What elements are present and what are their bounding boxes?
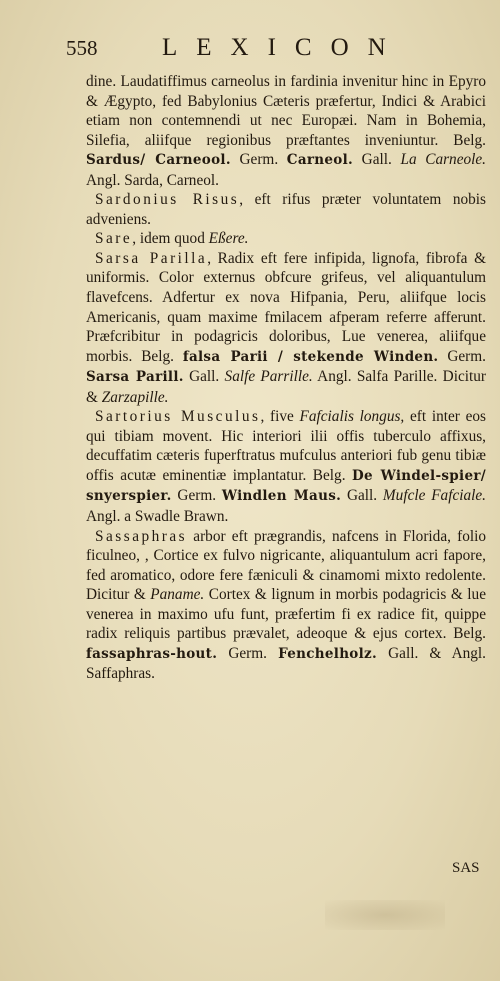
entry-text: Germ. xyxy=(230,151,287,169)
entry-text: Gall. xyxy=(183,368,225,386)
entry-text: , five xyxy=(260,408,300,426)
vernacular-term: fassaphras-hout. xyxy=(86,645,218,662)
lexicon-entry xyxy=(86,190,486,229)
lexicon-entry xyxy=(86,407,486,526)
entry-headword: Sare xyxy=(95,230,133,248)
entry-text: , idem quod xyxy=(132,230,209,248)
entry-text: dine. Laudatiffimus carneolus in fardinia invenitur hinc in Epyro & Ægypto, fed Babylonius Cæteris præfertur, Indici & Arabici etiam non contemnendi ut nec Europæi. Nam in Bohemia, Silefia, aliifque regionibus præftantes inveniuntur. Belg. xyxy=(86,73,486,149)
vernacular-term: falsa Parii / stekende Winden. xyxy=(182,348,439,365)
italic-term: Fafcialis longus, xyxy=(299,408,405,426)
entry-text: , eft rifus præter voluntatem nobis adveniens. xyxy=(86,191,486,228)
entry-text: Angl. a Swadle Brawn. xyxy=(86,508,229,526)
entry-text: Gall. xyxy=(353,151,401,169)
vernacular-term: Sardus/ Carneool. xyxy=(86,152,231,169)
lexicon-entry xyxy=(86,527,486,684)
italic-term: Salfe Parrille. xyxy=(224,368,313,386)
entry-headword: Sassaphras xyxy=(95,527,188,545)
italic-term: Eßere. xyxy=(208,230,249,248)
entry-text: Germ. xyxy=(171,487,222,505)
entry-text: Germ. xyxy=(438,347,486,365)
entry-headword: Sarsa Parilla xyxy=(95,249,208,267)
entry-text: Gall. xyxy=(341,487,383,505)
entry-text: Germ. xyxy=(217,644,279,662)
lexicon-entry xyxy=(86,72,486,190)
entry-text: , Radix eft fere infipida, lignofa, fibrofa & uniformis. Color externus obfcure grifeus, vel aliquantulum flavefcens. Adfertur ex nova Hifpania, Peru, aliifque locis Americanis, quam maxime fmilacem afperam referre afferunt. Præfcribitur in podagricis doloribus, Lue venerea, aliifque morbis. Belg. xyxy=(86,249,486,365)
page-number: 558 xyxy=(66,36,98,60)
vernacular-term: Carneol. xyxy=(286,152,354,169)
vernacular-term: Windlen Maus. xyxy=(221,488,342,505)
entry-text: arbor eft prægrandis, nafcens in Florida, folio ficulneo, , Cortice ex fulvo nigricante, aliquantulum acri fapore, fed aromatico, odore fere fæniculi & cinamomi mixto redolente. Dicitur & xyxy=(86,527,486,604)
page-header xyxy=(66,30,486,64)
italic-term: Mufcle Fafciale. xyxy=(382,487,486,505)
italic-term: Paname. xyxy=(150,586,205,604)
vernacular-term: Fenchelholz. xyxy=(278,645,378,662)
vernacular-term: De Windel-spier/ snyerspier. xyxy=(86,467,486,505)
running-head: LEXICON xyxy=(162,34,405,61)
entry-text: Angl. Sarda, Carneol. xyxy=(86,171,219,189)
entry-headword: Sardonius Risus xyxy=(95,191,240,209)
italic-term: La Carneole. xyxy=(400,151,487,169)
italic-term: Zarzapille. xyxy=(101,388,169,406)
entry-text: Angl. Salfa Parille. Dicitur & xyxy=(86,368,486,406)
lexicon-entry xyxy=(86,249,486,407)
catchword: SAS xyxy=(452,860,480,876)
vernacular-term: Sarsa Parill. xyxy=(86,369,184,386)
ink-smudge xyxy=(325,900,445,930)
entry-text: eft inter eos qui tibiam movent. Hic interiori ilii offis tuberculo affixus, decuffatim cæteris fuperftratus mufculus anteriori fub genu tibiæ offis acutæ eminentiæ implantatur. Belg. xyxy=(86,408,486,484)
lexicon-body xyxy=(86,72,486,684)
entry-text: Cortex & lignum in morbis podagricis & lue venerea in maximo ufu funt, præfertim fi ex radice fit, quippe radix reliquis partibus prævalet, adeoque & ejus cortex. Belg. xyxy=(86,586,486,643)
entry-headword: Sartorius Musculus xyxy=(95,408,261,426)
entry-text: Gall. & Angl. Saffaphras. xyxy=(86,644,486,683)
lexicon-entry xyxy=(86,229,486,249)
